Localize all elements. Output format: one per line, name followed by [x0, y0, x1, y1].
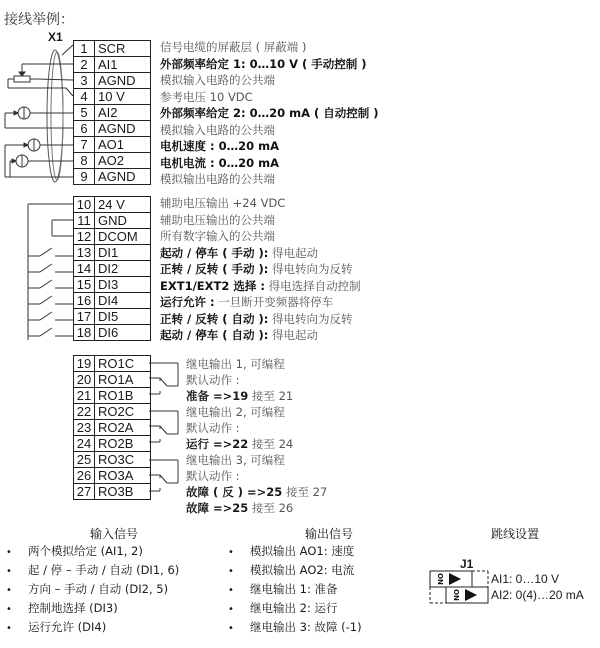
switch-di6-icon — [28, 328, 73, 336]
terminal-signal: AGND — [98, 121, 136, 136]
description-line: 电机速度 : 0…20 mA — [160, 139, 279, 153]
terminal-row — [74, 121, 150, 137]
terminal-number: 19 — [74, 356, 95, 371]
description-line: 故障 ( 反 ) =>25 接至 27 — [186, 485, 328, 499]
terminal-number: 5 — [74, 105, 95, 120]
terminal-row — [74, 73, 150, 89]
terminal-signal: RO1B — [98, 388, 134, 403]
terminal-number: 3 — [74, 73, 95, 88]
terminal-number: 22 — [74, 404, 95, 419]
terminal-signal: AGND — [98, 73, 136, 88]
output-signals-heading: 输出信号 — [305, 527, 354, 541]
terminal-signal: SCR — [98, 41, 126, 56]
terminal-signal: 10 V — [98, 89, 125, 104]
jumper-on-label-2: ON — [452, 589, 460, 601]
terminal-row — [74, 41, 150, 57]
description-line: 默认动作 : — [186, 421, 240, 435]
terminal-number: 4 — [74, 89, 95, 104]
terminal-number: 21 — [74, 388, 95, 403]
terminal-row — [74, 153, 150, 169]
switch-di4-icon — [28, 296, 73, 304]
terminal-number: 16 — [74, 293, 95, 308]
terminal-row — [74, 105, 150, 121]
terminal-row — [74, 452, 150, 468]
terminal-signal: RO3A — [98, 468, 134, 483]
terminal-row — [74, 468, 150, 484]
terminal-row — [74, 277, 150, 293]
terminal-signal: AI2 — [98, 105, 118, 120]
terminal-signal: 24 V — [98, 197, 125, 212]
terminal-row — [74, 372, 150, 388]
description-line: 运行允许 : 一旦断开变频器将停车 — [160, 295, 334, 309]
terminal-number: 7 — [74, 137, 95, 152]
switch-di3-icon — [28, 280, 73, 288]
meter-ao1-icon — [5, 139, 73, 177]
description-line: 所有数字输入的公共端 — [160, 229, 275, 243]
jumper-on-label-1: ON — [436, 573, 444, 585]
terminal-number: 17 — [74, 309, 95, 324]
description-line: 继电输出 3, 可编程 — [186, 453, 285, 467]
terminal-signal: DI5 — [98, 309, 119, 324]
jumper-ai1-setting: AI1: 0…10 V — [491, 572, 560, 586]
terminal-row — [74, 229, 150, 245]
input-signals-heading: 输入信号 — [90, 527, 139, 541]
terminal-row — [74, 245, 150, 261]
terminal-signal: AO2 — [98, 153, 125, 168]
description-line: 运行 =>22 接至 24 — [186, 437, 294, 451]
analog-descriptions — [160, 39, 379, 188]
jumper-label: J1 — [460, 557, 474, 571]
list-item: • 两个模拟给定 (AI1, 2) — [0, 542, 179, 561]
terminal-number: 23 — [74, 420, 95, 435]
terminal-row — [74, 293, 150, 309]
terminal-number: 20 — [74, 372, 95, 387]
terminal-row — [74, 325, 150, 341]
description-line: 模拟输出电路的公共端 — [160, 172, 275, 186]
terminal-number: 14 — [74, 261, 95, 276]
terminal-number: 24 — [74, 436, 95, 451]
terminal-number: 13 — [74, 245, 95, 260]
list-item: • 模拟输出 AO2: 电流 — [222, 561, 362, 580]
terminal-signal: RO1A — [98, 372, 134, 387]
terminal-row — [74, 484, 150, 500]
analog-terminal-block — [73, 40, 151, 185]
description-line: 外部频率给定 2: 0…20 mA ( 自动控制 ) — [160, 106, 379, 120]
input-signals-list — [0, 542, 179, 637]
terminal-number: 25 — [74, 452, 95, 467]
relay3-contact-icon — [149, 460, 178, 491]
terminal-number: 2 — [74, 57, 95, 72]
terminal-signal: RO3C — [98, 452, 135, 467]
terminal-number: 11 — [74, 213, 95, 228]
terminal-row — [74, 261, 150, 277]
terminal-signal: DCOM — [98, 229, 138, 244]
description-line: 故障 =>25 接至 26 — [186, 501, 294, 515]
terminal-row — [74, 57, 150, 73]
description-line: 模拟输入电路的公共端 — [160, 73, 275, 87]
terminal-signal: RO2B — [98, 436, 134, 451]
description-line: 参考电压 10 VDC — [160, 89, 253, 104]
switch-di1-icon — [28, 248, 73, 256]
list-item: • 继电输出 1: 准备 — [222, 580, 362, 599]
terminal-signal: DI4 — [98, 293, 119, 308]
terminal-number: 9 — [74, 169, 95, 184]
relay-descriptions — [186, 356, 327, 516]
list-item: • 继电输出 2: 运行 — [222, 599, 362, 618]
terminal-signal: RO3B — [98, 484, 134, 499]
terminal-row — [74, 197, 150, 213]
description-line: 辅助电压输出的公共端 — [160, 212, 275, 227]
description-line: 继电输出 1, 可编程 — [186, 357, 285, 371]
list-item: • 运行允许 (DI4) — [0, 618, 179, 637]
terminal-signal: RO2A — [98, 420, 134, 435]
page-title: 接线举例： — [4, 12, 74, 28]
connector-label: X1 — [48, 30, 63, 44]
jumper-settings-heading: 跳线设置 — [491, 527, 540, 541]
terminal-signal: DI6 — [98, 325, 119, 340]
description-line: 信号电缆的屏蔽层 ( 屏蔽端 ) — [160, 40, 307, 54]
meter-ao2-icon — [5, 155, 73, 177]
terminal-signal: DI3 — [98, 277, 119, 292]
terminal-number: 1 — [74, 41, 95, 56]
digital-descriptions — [160, 195, 361, 344]
description-line: 准备 =>19 接至 21 — [186, 389, 294, 403]
terminal-row — [74, 213, 150, 229]
list-item: • 继电输出 3: 故障 (-1) — [222, 618, 362, 637]
terminal-row — [74, 309, 150, 325]
terminal-signal: RO2C — [98, 404, 135, 419]
terminal-row — [74, 436, 150, 452]
switch-di5-icon — [28, 312, 73, 320]
jumper-ai2-setting: AI2: 0(4)…20 mA — [491, 588, 584, 602]
list-item: • 模拟输出 AO1: 速度 — [222, 542, 362, 561]
terminal-row — [74, 169, 150, 185]
terminal-row — [74, 404, 150, 420]
terminal-number: 18 — [74, 325, 95, 340]
terminal-number: 27 — [74, 484, 95, 499]
terminal-row — [74, 388, 150, 404]
terminal-signal: GND — [98, 213, 127, 228]
description-line: 默认动作 : — [186, 373, 240, 387]
description-line: 正转 / 反转 ( 手动 ): 得电转向为反转 — [160, 262, 353, 276]
terminal-number: 10 — [74, 197, 95, 212]
list-item: • 控制地选择 (DI3) — [0, 599, 179, 618]
description-line: 外部频率给定 1: 0…10 V ( 手动控制 ) — [160, 56, 367, 71]
description-line: 辅助电压输出 +24 VDC — [160, 196, 286, 210]
digital-terminal-block — [73, 196, 151, 341]
terminal-number: 26 — [74, 468, 95, 483]
terminal-signal: RO1C — [98, 356, 135, 371]
terminal-row — [74, 356, 150, 372]
description-line: 正转 / 反转 ( 自动 ): 得电转向为反转 — [160, 311, 353, 326]
description-line: 模拟输入电路的公共端 — [160, 122, 275, 137]
description-line: EXT1/EXT2 选择 : 得电选择自动控制 — [160, 278, 361, 293]
description-line: 继电输出 2, 可编程 — [186, 405, 285, 419]
description-line: 默认动作 : — [186, 469, 240, 483]
terminal-signal: AGND — [98, 169, 136, 184]
terminal-row — [74, 89, 150, 105]
terminal-signal: DI2 — [98, 261, 119, 276]
terminal-signal: AO1 — [98, 137, 125, 152]
list-item: • 起 / 停 – 手动 / 自动 (DI1, 6) — [0, 561, 179, 580]
relay1-contact-icon — [149, 363, 178, 394]
potentiometer-icon — [8, 64, 73, 96]
switch-di2-icon — [28, 264, 73, 272]
terminal-signal: DI1 — [98, 245, 119, 260]
terminal-row — [74, 137, 150, 153]
description-line: 起动 / 停车 ( 手动 ): 得电起动 — [160, 245, 318, 260]
terminal-number: 12 — [74, 229, 95, 244]
description-line: 电机电流 : 0…20 mA — [160, 155, 279, 170]
list-item: • 方向 – 手动 / 自动 (DI2, 5) — [0, 580, 179, 599]
description-line: 起动 / 停车 ( 自动 ): 得电起动 — [160, 328, 318, 342]
terminal-number: 6 — [74, 121, 95, 136]
terminal-signal: AI1 — [98, 57, 118, 72]
output-signals-list — [222, 542, 362, 637]
digital-input-wiring — [28, 204, 73, 340]
relay-terminal-block — [73, 355, 151, 500]
terminal-number: 8 — [74, 153, 95, 168]
relay2-contact-icon — [149, 411, 178, 442]
terminal-number: 15 — [74, 277, 95, 292]
terminal-row — [74, 420, 150, 436]
